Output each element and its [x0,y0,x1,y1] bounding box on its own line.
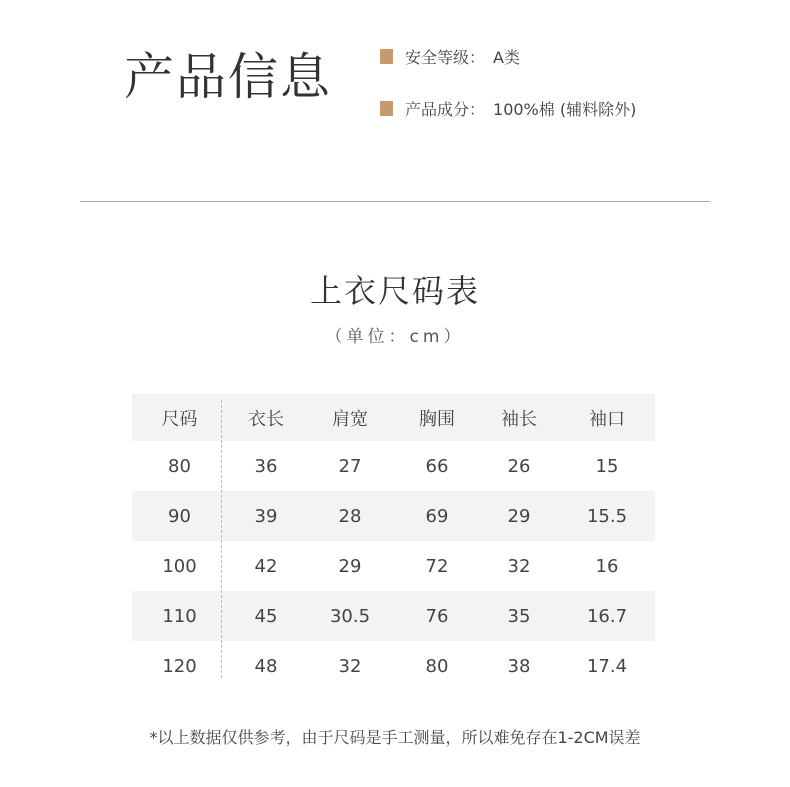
spec-label: 安全等级： [405,48,486,67]
table-cell: 17.4 [586,655,628,677]
table-cell: 28 [338,505,362,527]
table-cell: 30.5 [329,605,371,627]
table-cell: 110 [162,605,197,627]
column-header: 胸围 [419,408,455,430]
table-cell: 26 [507,455,531,477]
size-chart-unit: （单位：cm） [325,327,465,347]
table-row [132,541,655,591]
table-cell: 45 [254,605,278,627]
table-cell: 15 [595,455,619,477]
table-cell: 80 [425,655,449,677]
size-chart-title: 上衣尺码表 [309,272,480,310]
accent-square-icon [380,101,393,116]
table-cell: 76 [425,605,449,627]
table-cell: 27 [338,455,362,477]
spec-safety-grade [380,45,520,68]
table-cell: 15.5 [586,505,628,527]
table-cell: 69 [425,505,449,527]
table-cell: 48 [254,655,278,677]
table-cell: 42 [254,555,278,577]
column-header: 袖长 [501,408,537,430]
table-cell: 100 [162,555,197,577]
section-divider [80,201,710,202]
accent-square-icon [380,49,393,64]
table-row [132,641,655,691]
column-header: 袖口 [589,408,625,430]
spec-value: A类 [493,48,520,67]
table-row [132,491,655,541]
table-cell: 32 [507,555,531,577]
table-cell: 29 [507,505,531,527]
table-cell: 29 [338,555,362,577]
spec-composition [380,97,636,120]
table-cell: 36 [254,455,278,477]
table-cell: 120 [162,655,197,677]
column-separator [221,400,222,678]
spec-label: 产品成分： [405,100,486,119]
table-cell: 90 [168,505,191,527]
table-cell: 16.7 [586,605,628,627]
size-table [132,394,655,691]
column-header: 肩宽 [332,408,368,430]
column-header: 尺码 [161,408,198,430]
table-row [132,441,655,491]
table-cell: 35 [507,605,531,627]
table-cell: 80 [168,455,191,477]
table-cell: 32 [338,655,362,677]
table-row [132,591,655,641]
page-title: 产品信息 [124,48,332,106]
table-cell: 38 [507,655,531,677]
table-cell: 72 [425,555,449,577]
table-cell: 39 [254,505,278,527]
spec-value: 100%棉 (辅料除外) [493,100,637,119]
measurement-note: *以上数据仅供参考，由于尺码是手工测量，所以难免存在1-2CM误差 [149,728,641,747]
column-header: 衣长 [248,408,284,430]
table-cell: 16 [595,555,619,577]
table-cell: 66 [425,455,449,477]
table-header-row [132,394,655,441]
